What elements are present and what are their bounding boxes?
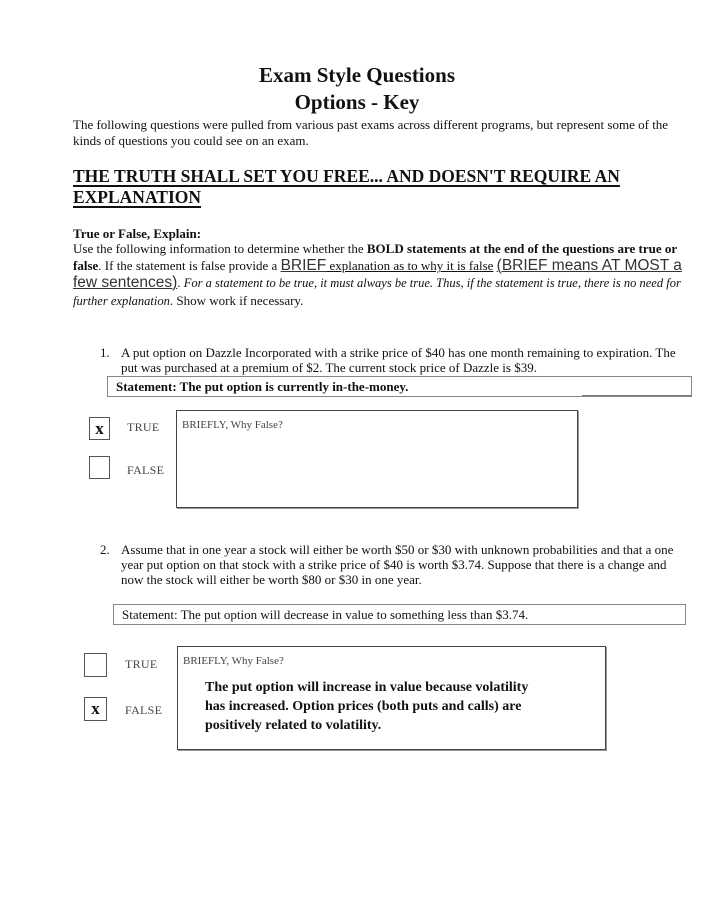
checkbox-true-1[interactable]: x	[89, 417, 110, 440]
answer-text: The put option will increase in value because volatility has increased. Option prices (both puts and calls) are positively related to volatility.	[205, 680, 529, 733]
question-text: Assume that in one year a stock will either be worth $50 or $30 with unknown probabilities and that a one year put option on that stock with a strike price of $40 is worth $3.74. Suppose that there is a change and now the stock will either be worth $80 or $30 in one year.	[121, 542, 674, 587]
checkbox-true-2[interactable]	[84, 653, 107, 677]
true-false-heading: True or False, Explain:	[73, 226, 202, 241]
statement-2: Statement: The put option will decrease in value to something less than $3.74.	[113, 604, 686, 625]
why-false-label: BRIEFLY, Why False?	[183, 655, 284, 667]
instructions-paragraph	[73, 240, 687, 310]
answer-box-1[interactable]	[176, 410, 578, 508]
page-subtitle: Options - Key	[294, 90, 420, 114]
statement-1: Statement: The put option is currently in-the-money.	[107, 376, 692, 397]
section-heading-line2: EXPLANATION	[73, 187, 202, 207]
instr-text-5: . Show work if necessary.	[169, 293, 304, 308]
question-text: A put option on Dazzle Incorporated with a strike price of $40 has one month remaining to expiration. The put was purchased at a premium of $2. The current stock price of Dazzle is $39.	[121, 345, 676, 375]
statement-1-underline	[582, 395, 692, 396]
label-true-2: TRUE	[125, 657, 158, 671]
answer-box-2[interactable]	[177, 646, 606, 750]
instr-text-3: explanation as to why it is false	[326, 258, 494, 273]
instr-bold: BOLD statements at the end of the questions are true or false	[73, 241, 677, 273]
section-heading-line1: THE TRUTH SHALL SET YOU FREE... AND DOESN'T REQUIRE AN	[73, 166, 620, 186]
checkbox-false-2[interactable]: x	[84, 697, 107, 721]
instr-brief-means: (BRIEF means AT MOST a few sentences)	[73, 257, 682, 291]
question-1	[100, 345, 690, 377]
label-false-1: FALSE	[127, 463, 165, 477]
question-number: 2.	[100, 542, 110, 557]
instr-text-1: Use the following information to determine whether the	[73, 241, 367, 256]
instr-italic: For a statement to be true, it must always be true. Thus, if the statement is true, there is no need for further explanation	[73, 276, 681, 308]
page-title: Exam Style Questions	[258, 63, 455, 87]
instr-brief: BRIEF	[280, 257, 327, 274]
label-true-1: TRUE	[127, 420, 160, 434]
checkbox-false-1[interactable]	[89, 456, 110, 479]
instr-text-4: .	[177, 275, 184, 290]
question-number: 1.	[100, 345, 110, 360]
label-false-2: FALSE	[125, 703, 163, 717]
question-2	[100, 542, 690, 590]
instr-text-2: . If the statement is false provide a	[98, 258, 281, 273]
section-heading	[73, 166, 673, 208]
intro-paragraph: The following questions were pulled from various past exams across different programs, but represent some of the kinds of questions you could see on an exam.	[73, 117, 669, 148]
why-false-label: BRIEFLY, Why False?	[182, 419, 283, 431]
